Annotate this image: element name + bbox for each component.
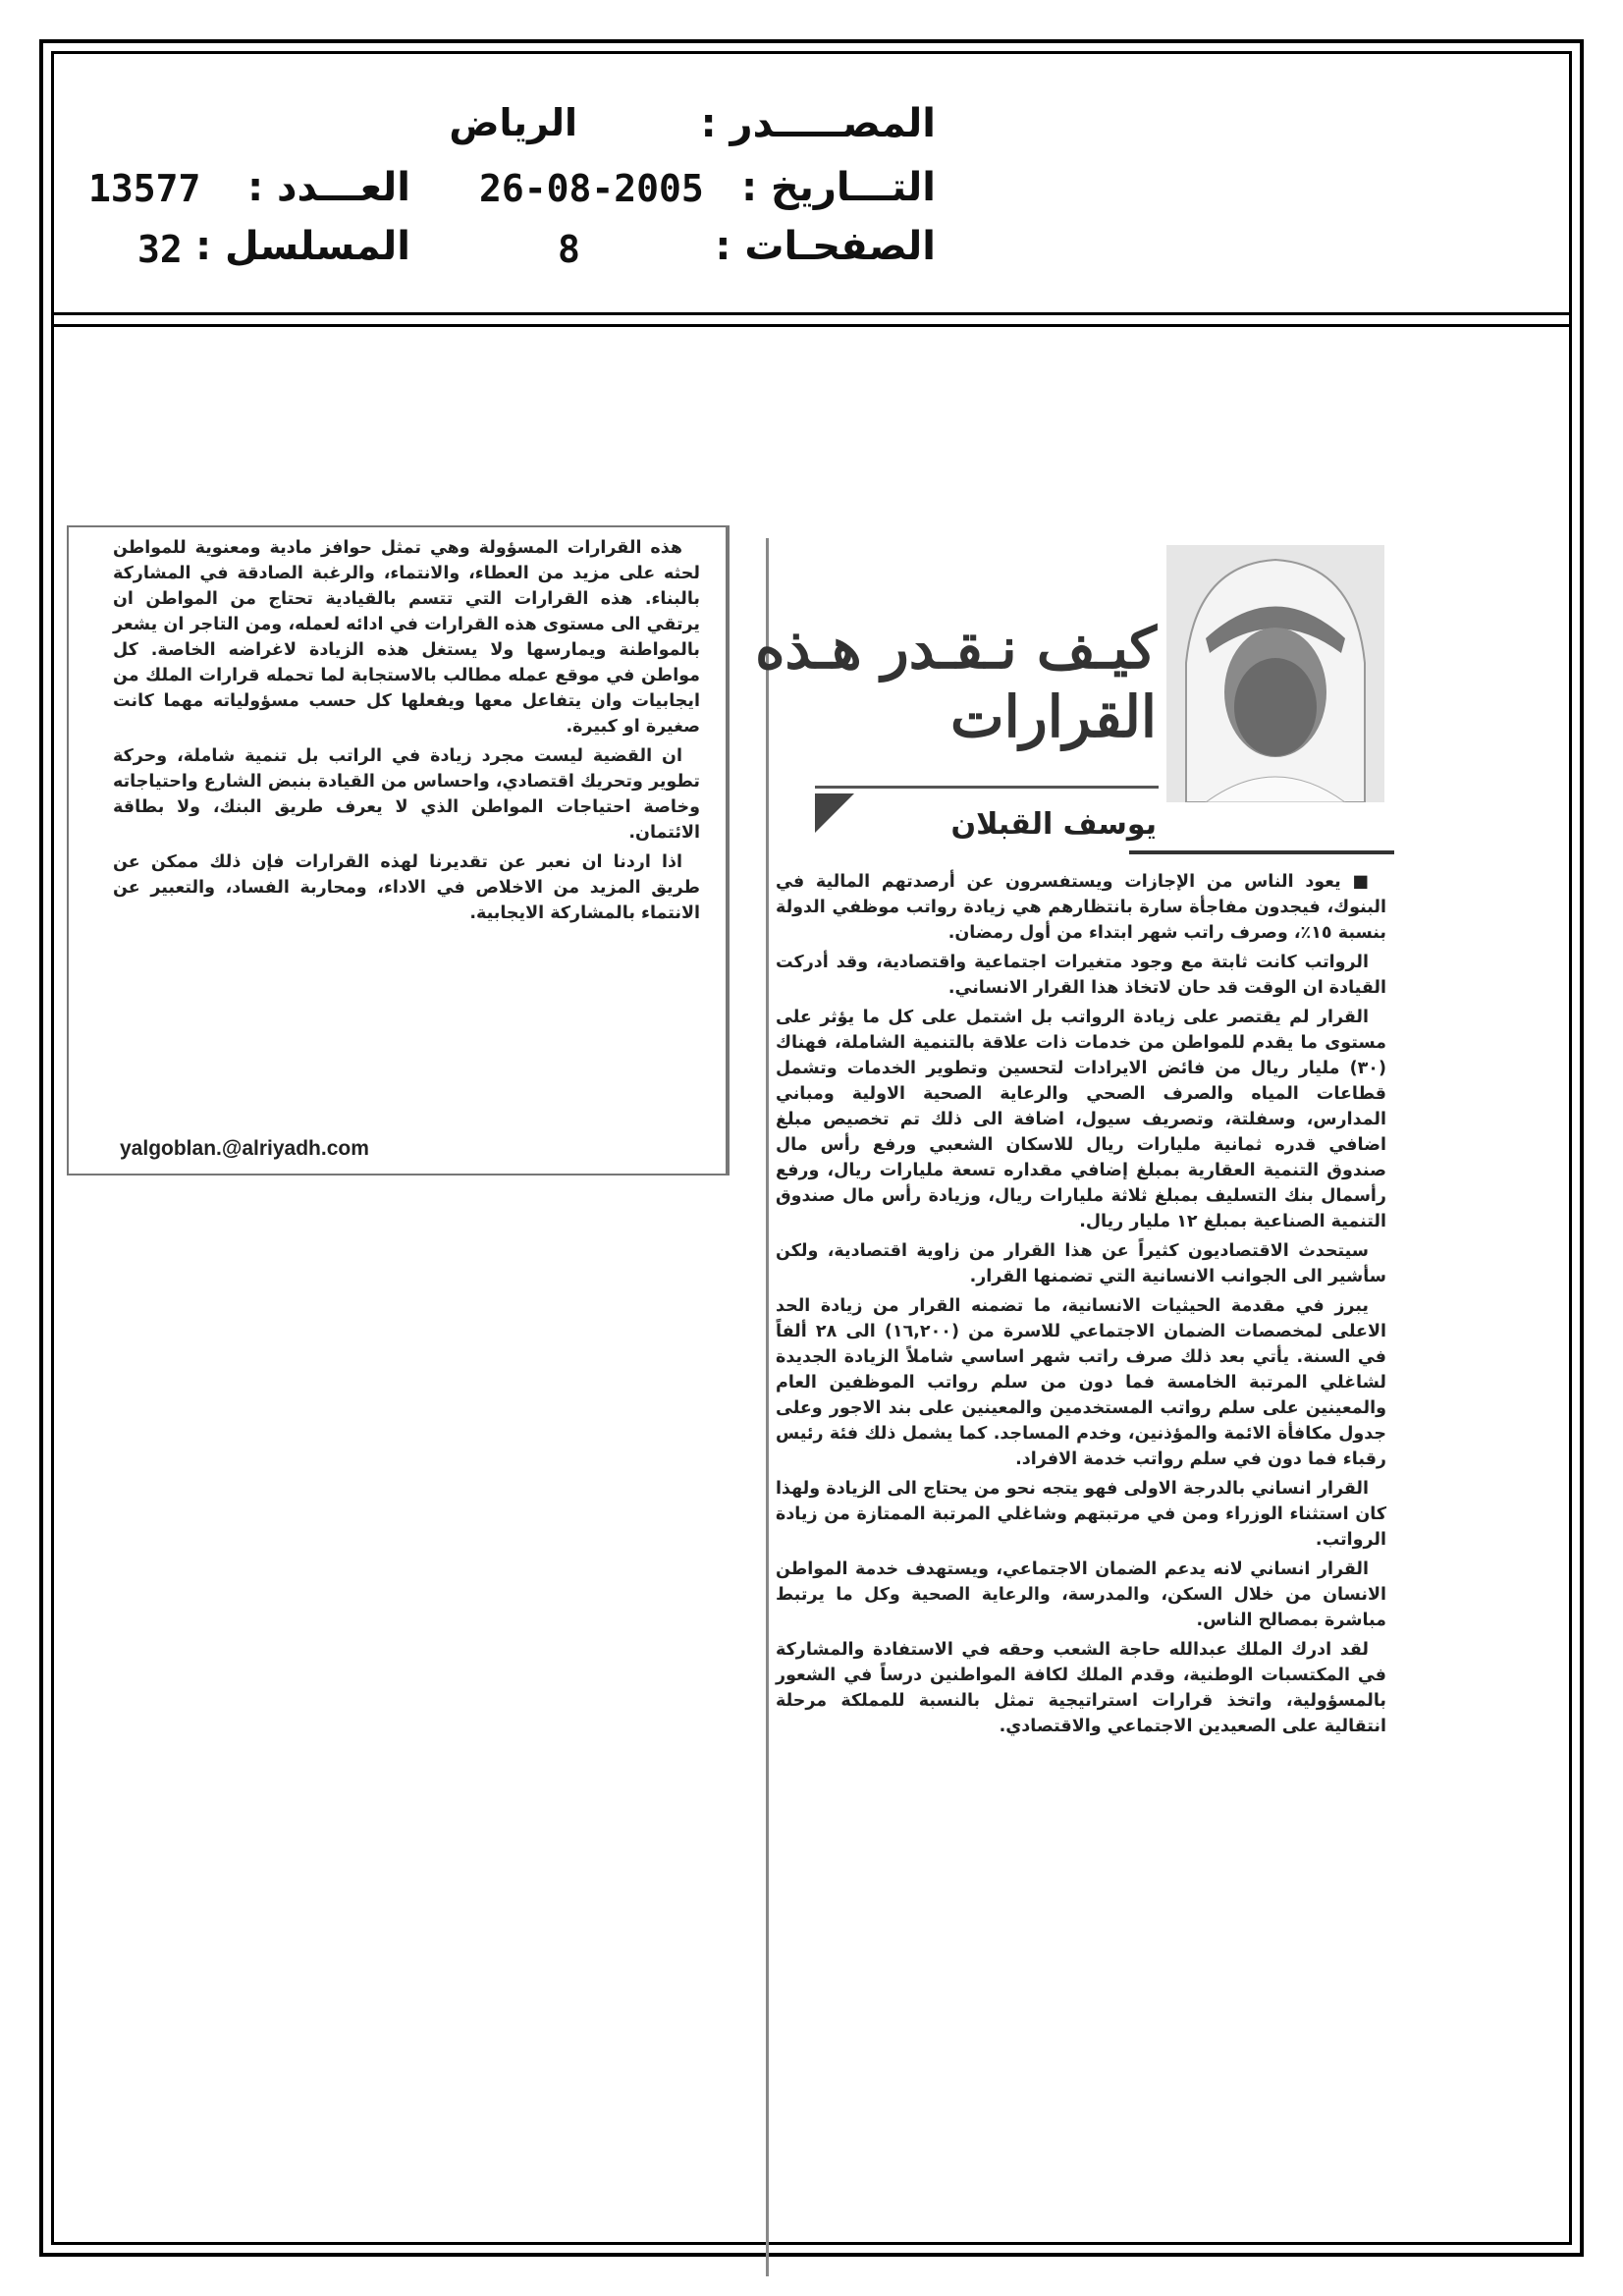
article-title — [755, 614, 1157, 751]
paragraph: ■ يعود الناس من الإجازات ويستفسرون عن أرصدتهم المالية في البنوك، فيجدون مفاجأة سارة بانتظارهم هي زيادة رواتب موظفي الدولة بنسبة ١٥٪، وصرف راتب شهر ابتداء من أول رمضان. — [776, 872, 1386, 943]
paragraph: هذه القرارات المسؤولة وهي تمثل حوافز مادية ومعنوية للمواطن لحثه على مزيد من العطاء، والانتماء، والرغبة الصادقة في المشاركة بالبناء. هذه القرارات التي تتسم بالقيادية تحتاج من المواطن ان يرتقي الى مستوى هذه القرارات في ادائه لعمله، ومن التاجر ان يشعر بالمواطنة ويمارسها ولا يستغل هذه الزيادة لاغراضه الخاصة. كل مواطن في موقع عمله مطالب بالاستجابة لما تحمله قرارات الملك من ايجابيات وان يتفاعل معها ويفعلها كل حسب مسؤولياته مهما كانت صغيرة او كبيرة. — [113, 538, 700, 737]
issue-label: العـــدد : — [247, 165, 410, 210]
paragraph: اذا اردنا ان نعبر عن تقديرنا لهذه القرارات فإن ذلك ممكن عن طريق المزيد من الاخلاص في الاداء، ومحاربة الفساد، والتعبير عن الانتماء بالمشاركة الايجابية. — [113, 852, 700, 923]
paragraph: القرار انساني بالدرجة الاولى فهو يتجه نحو من يحتاج الى الزيادة ولهذا كان استثناء الوزراء ومن في مرتبتهم وشاغلي المرتبة الممتازة من زيادة الرواتب. — [776, 1479, 1386, 1550]
date-value: 26-08-2005 — [479, 167, 704, 210]
pages-label: الصفحـات : — [715, 224, 936, 269]
author-name: يوسف القبلان — [950, 807, 1157, 842]
title-corner-mark — [815, 793, 854, 833]
paragraph: لقد ادرك الملك عبدالله حاجة الشعب وحقه في الاستفادة والمشاركة في المكتسبات الوطنية، وقدم الملك لكافة المواطنين درساً في الشعور بالمسؤولية، واتخذ قرارات استراتيجية تمثل بالنسبة للمملكة مرحلة انتقالية على الصعيدين الاجتماعي والاقتصادي. — [776, 1640, 1386, 1736]
source-value: الرياض — [449, 101, 577, 144]
header-divider — [51, 312, 1572, 315]
issue-value: 13577 — [88, 167, 201, 210]
paragraph: القرار انساني لانه يدعم الضمان الاجتماعي، ويستهدف خدمة المواطن الانسان من خلال السكن، والمدرسة، والرعاية الصحية وكل ما يرتبط مباشرة بمصالح الناس. — [776, 1559, 1386, 1630]
author-email: yalgoblan.@alriyadh.com — [120, 1137, 369, 1160]
header-divider-double — [51, 324, 1572, 327]
author-rule — [1129, 850, 1394, 854]
date-label: التـــاريخ : — [741, 165, 936, 210]
article-right-column — [776, 869, 1386, 1743]
article-left-column — [113, 535, 700, 930]
paragraph: سيتحدث الاقتصاديون كثيراً عن هذا القرار من زاوية اقتصادية، ولكن سأشير الى الجوانب الانسانية التي تضمنها القرار. — [776, 1241, 1386, 1286]
source-label: المصـــــدر : — [700, 101, 936, 146]
paragraph: القرار لم يقتصر على زيادة الرواتب بل اشتمل على كل ما يؤثر على مستوى ما يقدم للمواطن من خدمات ذات علاقة بالتنمية الشاملة، فهناك (٣٠) مليار ريال من فائض الايرادات لتحسين وتطوير الخدمات وتشمل قطاعات المياه والصرف الصحي والرعاية الصحية الاولية ومباني المدارس، وسفلتة، وتصريف سيول، اضافة الى ذلك تم تخصيص مبلغ اضافي قدره ثمانية مليارات ريال للاسكان الشعبي ورفع رأس مال صندوق التنمية العقارية بمبلغ إضافي مقداره تسعة مليارات ريال، ورفع رأسمال بنك التسليف بمبلغ ثلاثة مليارات ريال، وزيادة رأس مال صندوق التنمية الصناعية بمبلغ ١٢ مليار ريال. — [776, 1008, 1386, 1231]
paragraph: يبرز في مقدمة الحيثيات الانسانية، ما تضمنه القرار من زيادة الحد الاعلى لمخصصات الضمان الاجتماعي للاسرة من (١٦,٢٠٠) الى ٢٨ ألفاً في السنة. يأتي بعد ذلك صرف راتب شهر اساسي شاملاً الزيادة الجديدة لشاغلي المرتبة الخامسة فما دون من سلم رواتب الموظفين العام والمعينين على سلم رواتب المستخدمين والمعينين على بند الاجور وعلى جدول مكافأة الائمة والمؤذنين، وخدم المساجد. كما يشمل ذلك فئة رئيس رقباء فما دون في سلم رواتب خدمة الافراد. — [776, 1296, 1386, 1469]
serial-label: المسلسل : — [195, 224, 410, 269]
author-portrait — [1166, 545, 1384, 802]
paragraph: ان القضية ليست مجرد زيادة في الراتب بل تنمية شاملة، وحركة تطوير وتحريك اقتصادي، واحساس من القيادة بنبض الشارع واحتياجاته وخاصة احتياجات المواطن الذي لا يعرف طريق البنك، ولا بطاقة الائتمان. — [113, 746, 700, 843]
article-title-line1: كيـف نـقـدر هـذه — [755, 615, 1157, 682]
paragraph: الرواتب كانت ثابتة مع وجود متغيرات اجتماعية واقتصادية، وقد أدركت القيادة ان الوقت قد حان لاتخاذ هذا القرار الانساني. — [776, 953, 1386, 998]
title-rule — [815, 786, 1159, 789]
pages-value: 8 — [558, 228, 580, 271]
article-title-line2: القرارات — [950, 683, 1157, 750]
serial-value: 32 — [137, 228, 183, 271]
